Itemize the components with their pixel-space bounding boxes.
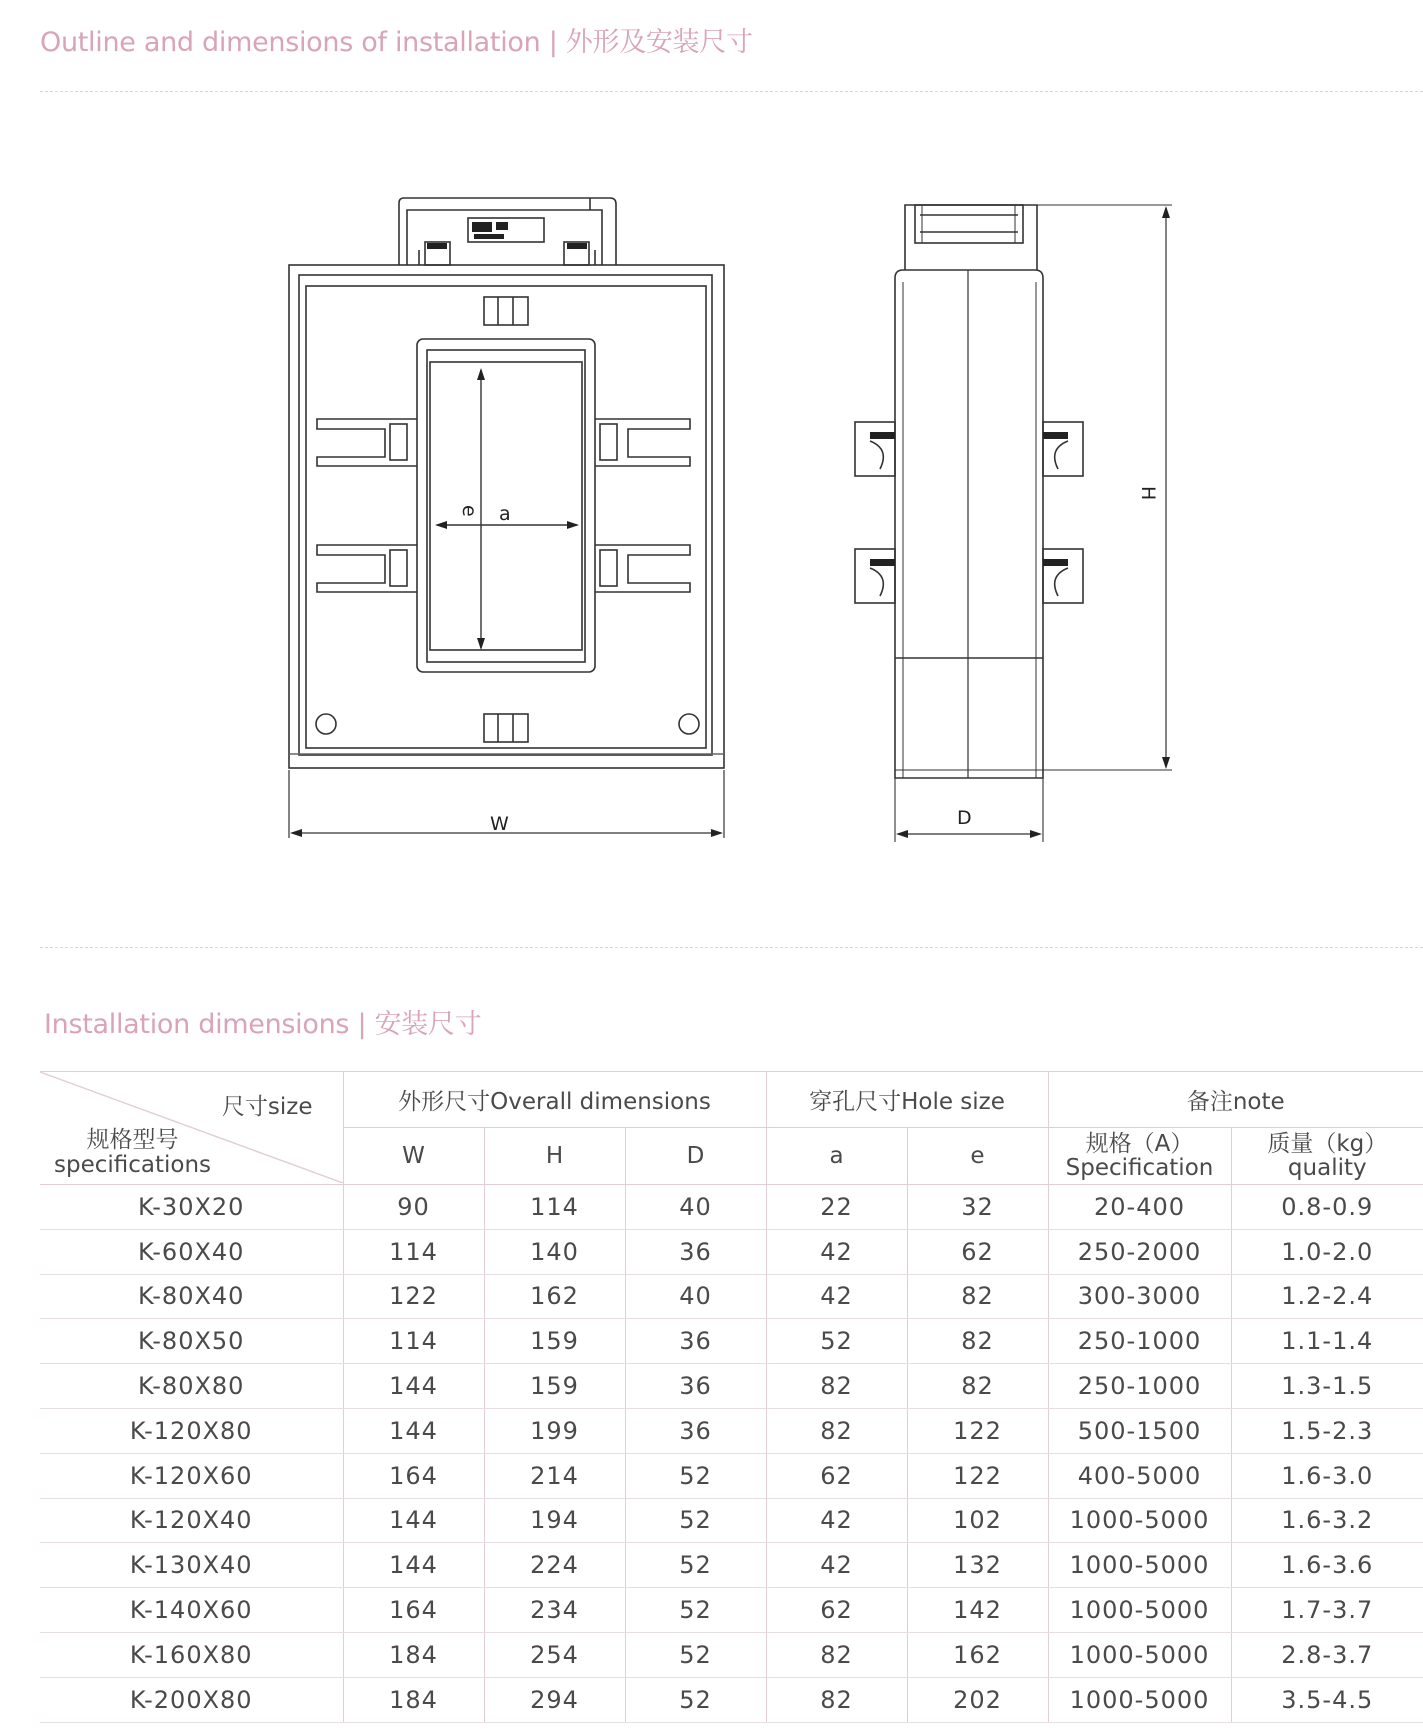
cell-H: 159 [484,1319,625,1364]
corner-spec-label [54,1128,211,1178]
cell-specification: 1000-5000 [1048,1498,1231,1543]
cell-e: 82 [907,1319,1048,1364]
cell-quality: 1.6-3.0 [1231,1453,1423,1498]
cell-W: 144 [343,1364,484,1409]
cell-model: K-200X80 [40,1677,343,1722]
cell-D: 52 [625,1588,766,1633]
label-W: W [490,813,509,835]
header-overall: 外形尺寸Overall dimensions [343,1072,766,1128]
table-row [40,1319,1423,1364]
header-quality [1231,1128,1423,1185]
cell-W: 122 [343,1274,484,1319]
spec-table-body [40,1185,1423,1723]
cell-model: K-80X50 [40,1319,343,1364]
cell-D: 40 [625,1185,766,1230]
cell-a: 82 [766,1364,907,1409]
cell-a: 42 [766,1274,907,1319]
cell-H: 114 [484,1185,625,1230]
corner-spec-cn: 规格型号 [86,1127,179,1153]
cell-quality: 3.5-4.5 [1231,1677,1423,1722]
divider-middle [40,947,1423,948]
cell-H: 224 [484,1543,625,1588]
corner-spec-en: specifications [54,1152,212,1178]
side-view [855,205,1172,842]
cell-H: 199 [484,1408,625,1453]
divider-top [40,91,1423,92]
cell-specification: 1000-5000 [1048,1588,1231,1633]
cell-e: 122 [907,1453,1048,1498]
cell-a: 82 [766,1632,907,1677]
cell-a: 52 [766,1319,907,1364]
cell-W: 144 [343,1498,484,1543]
cell-D: 52 [625,1498,766,1543]
cell-a: 62 [766,1588,907,1633]
cell-D: 40 [625,1274,766,1319]
table-row [40,1453,1423,1498]
cell-quality: 1.5-2.3 [1231,1408,1423,1453]
cell-e: 62 [907,1229,1048,1274]
cell-D: 36 [625,1364,766,1409]
cell-e: 132 [907,1543,1048,1588]
table-row [40,1632,1423,1677]
group-header-row [40,1072,1423,1128]
cell-W: 164 [343,1588,484,1633]
cell-D: 36 [625,1229,766,1274]
cell-D: 52 [625,1453,766,1498]
cell-model: K-120X60 [40,1453,343,1498]
cell-H: 254 [484,1632,625,1677]
cell-model: K-130X40 [40,1543,343,1588]
cell-quality: 1.7-3.7 [1231,1588,1423,1633]
cell-H: 194 [484,1498,625,1543]
table-row [40,1498,1423,1543]
cell-D: 36 [625,1408,766,1453]
outline-drawing [0,180,1423,850]
cell-W: 184 [343,1632,484,1677]
header-spec-cn: 规格（A） [1085,1131,1194,1157]
cell-W: 184 [343,1677,484,1722]
cell-e: 102 [907,1498,1048,1543]
table-row [40,1408,1423,1453]
cell-a: 62 [766,1453,907,1498]
cell-W: 114 [343,1319,484,1364]
section-title-installation: Installation dimensions | 安装尺寸 [44,1009,482,1040]
cell-model: K-80X40 [40,1274,343,1319]
cell-quality: 1.3-1.5 [1231,1364,1423,1409]
header-W: W [343,1128,484,1185]
cell-e: 82 [907,1274,1048,1319]
header-mass-cn: 质量（kg） [1267,1131,1388,1157]
cell-e: 142 [907,1588,1048,1633]
header-H: H [484,1128,625,1185]
cell-W: 114 [343,1229,484,1274]
cell-specification: 250-1000 [1048,1319,1231,1364]
header-D: D [625,1128,766,1185]
header-a: a [766,1128,907,1185]
cell-specification: 20-400 [1048,1185,1231,1230]
cell-a: 22 [766,1185,907,1230]
cell-specification: 400-5000 [1048,1453,1231,1498]
cell-D: 52 [625,1632,766,1677]
cell-specification: 250-1000 [1048,1364,1231,1409]
cell-W: 144 [343,1543,484,1588]
table-row [40,1185,1423,1230]
cell-a: 42 [766,1498,907,1543]
section-title-outline: Outline and dimensions of installation | 外形及安装尺寸 [40,27,753,58]
cell-a: 82 [766,1677,907,1722]
cell-specification: 300-3000 [1048,1274,1231,1319]
corner-header [40,1072,343,1185]
cell-model: K-160X80 [40,1632,343,1677]
table-row [40,1274,1423,1319]
cell-e: 122 [907,1408,1048,1453]
cell-D: 52 [625,1543,766,1588]
cell-W: 144 [343,1408,484,1453]
cell-e: 202 [907,1677,1048,1722]
cell-W: 90 [343,1185,484,1230]
cell-H: 140 [484,1229,625,1274]
table-row [40,1229,1423,1274]
label-e: e [458,505,480,517]
cell-H: 234 [484,1588,625,1633]
cell-model: K-30X20 [40,1185,343,1230]
table-row [40,1677,1423,1722]
cell-quality: 1.6-3.6 [1231,1543,1423,1588]
cell-specification: 250-2000 [1048,1229,1231,1274]
cell-quality: 0.8-0.9 [1231,1185,1423,1230]
cell-W: 164 [343,1453,484,1498]
cell-quality: 1.2-2.4 [1231,1274,1423,1319]
cell-a: 82 [766,1408,907,1453]
label-a: a [499,503,511,525]
cell-a: 42 [766,1229,907,1274]
table-row [40,1588,1423,1633]
cell-model: K-120X80 [40,1408,343,1453]
corner-size-label: 尺寸size [221,1094,313,1120]
cell-model: K-60X40 [40,1229,343,1274]
header-hole: 穿孔尺寸Hole size [766,1072,1048,1128]
header-specification [1048,1128,1231,1185]
cell-quality: 2.8-3.7 [1231,1632,1423,1677]
cell-e: 32 [907,1185,1048,1230]
cell-model: K-80X80 [40,1364,343,1409]
cell-specification: 1000-5000 [1048,1677,1231,1722]
header-spec-en: Specification [1065,1155,1214,1181]
spec-table [40,1071,1423,1723]
cell-model: K-140X60 [40,1588,343,1633]
header-mass-en: quality [1287,1155,1367,1181]
cell-H: 159 [484,1364,625,1409]
header-note: 备注note [1048,1072,1423,1128]
label-D: D [957,807,972,829]
cell-a: 42 [766,1543,907,1588]
header-e: e [907,1128,1048,1185]
cell-e: 162 [907,1632,1048,1677]
cell-quality: 1.1-1.4 [1231,1319,1423,1364]
cell-D: 36 [625,1319,766,1364]
cell-quality: 1.6-3.2 [1231,1498,1423,1543]
label-H: H [1137,486,1159,501]
cell-specification: 500-1500 [1048,1408,1231,1453]
cell-model: K-120X40 [40,1498,343,1543]
cell-quality: 1.0-2.0 [1231,1229,1423,1274]
cell-e: 82 [907,1364,1048,1409]
table-row [40,1543,1423,1588]
table-row [40,1364,1423,1409]
cell-H: 162 [484,1274,625,1319]
cell-specification: 1000-5000 [1048,1632,1231,1677]
cell-specification: 1000-5000 [1048,1543,1231,1588]
cell-H: 214 [484,1453,625,1498]
cell-D: 52 [625,1677,766,1722]
cell-H: 294 [484,1677,625,1722]
